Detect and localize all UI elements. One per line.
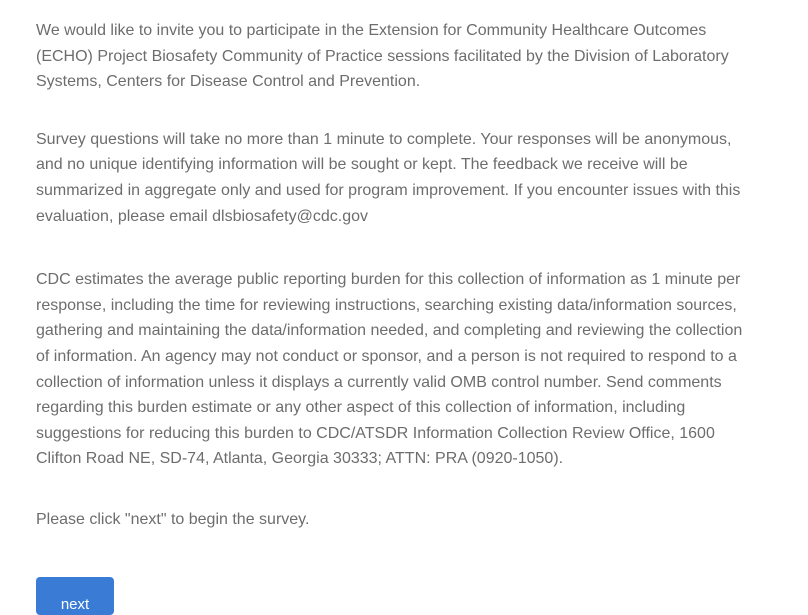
next-button[interactable]: next	[36, 577, 114, 615]
anonymity-paragraph: Survey questions will take no more than 1 minute to complete. Your responses will be anonymous, and no unique identifying information will be sought or kept. The feedback we receive will be summarized in aggregate only and used for program improvement. If you encounter issues with this evaluation, please email dlsbiosafety@cdc.gov	[36, 130, 741, 225]
intro-paragraph: We would like to invite you to participate in the Extension for Community Healthcare Outcomes (ECHO) Project Biosafety Community of Practice sessions facilitated by the Division of Laboratory Systems, Centers for Disease Control and Prevention.	[36, 22, 729, 91]
omb-burden-paragraph: CDC estimates the average public reporting burden for this collection of information as 1 minute per response, including the time for reviewing instructions, searching existing data/information sources, gathering and maintaining the data/information needed, and completing and reviewing the collection of information. An agency may not conduct or sponsor, and a person is not required to respond to a collection of information unless it displays a currently valid OMB control number. Send comments regarding this burden estimate or any other aspect of this collection of information, including suggestions for reducing this burden to CDC/ATSDR Information Collection Review Office, 1600 Clifton Road NE, SD-74, Atlanta, Georgia 30333; ATTN: PRA (0920-1050).	[36, 271, 743, 468]
next-instruction-text: Please click "next" to begin the survey.	[36, 510, 310, 528]
